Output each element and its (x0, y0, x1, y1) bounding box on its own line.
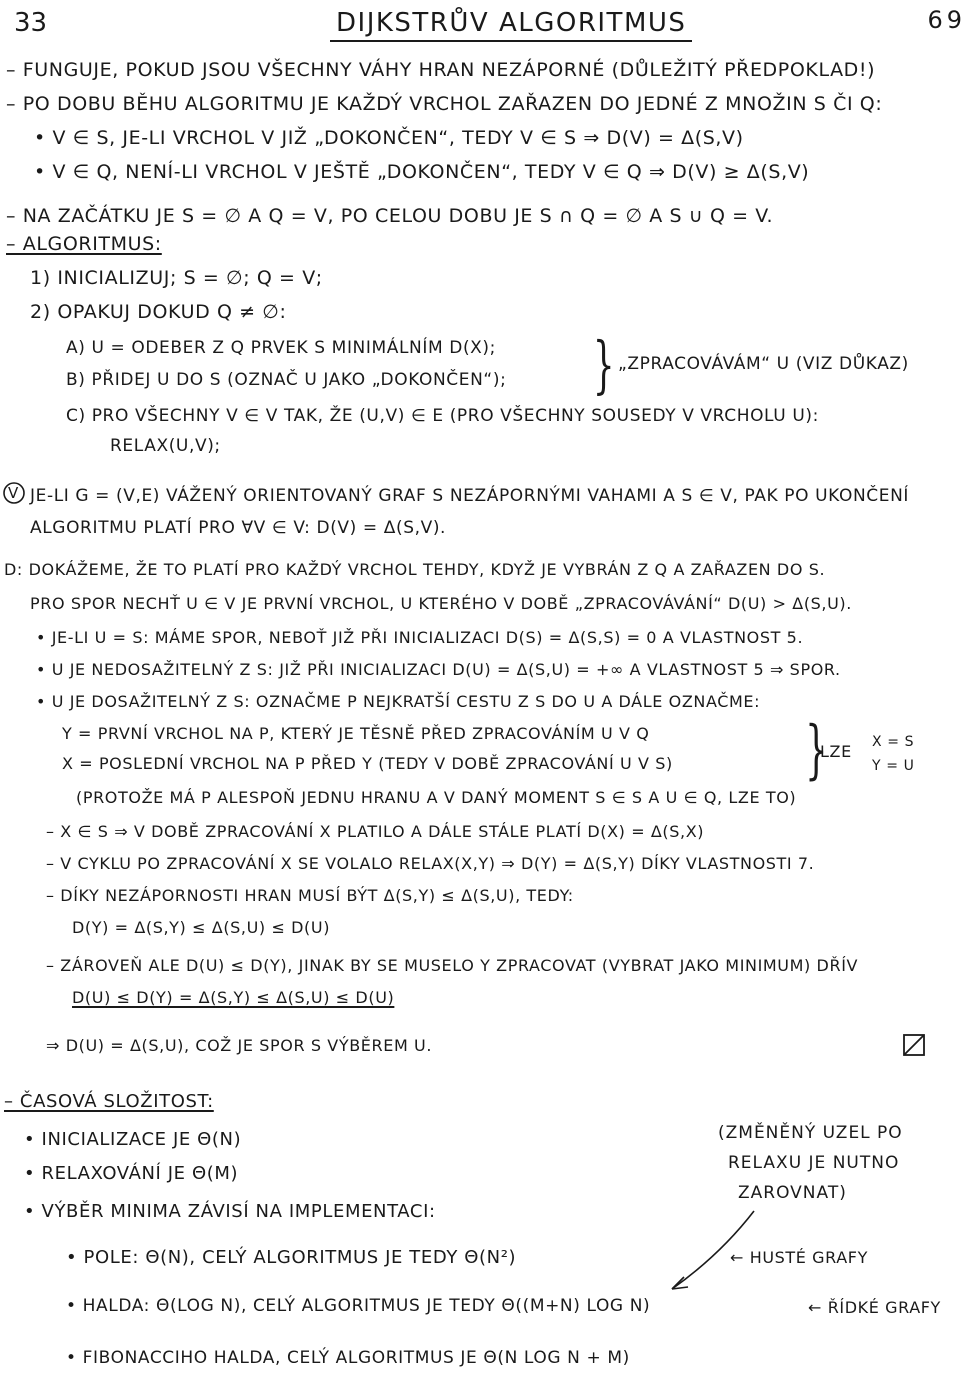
note-line: ⇒ D(U) = Δ(S,U), COŽ JE SPOR S VÝBĚREM U. (46, 1036, 433, 1055)
side-note-line: ZAROVNAT) (738, 1183, 847, 1203)
note-line: 2) OPAKUJ DOKUD Q ≠ ∅: (30, 301, 287, 323)
annotation-arrow-icon (650, 1205, 770, 1305)
note-line: – X ∈ S ⇒ V DOBĚ ZPRACOVÁNÍ X PLATILO A DÁLE STÁLE PLATÍ D(X) = Δ(S,X) (46, 822, 705, 841)
note-line: • INICIALIZACE JE Θ(N) (24, 1129, 242, 1150)
note-line: ← HUSTÉ GRAFY (730, 1248, 868, 1267)
note-line: LZE (820, 742, 852, 761)
section-number: 33 (14, 8, 48, 38)
section-heading: – ČASOVÁ SLOŽITOST: (4, 1091, 214, 1112)
note-line: • VÝBĚR MINIMA ZÁVISÍ NA IMPLEMENTACI: (24, 1201, 436, 1222)
note-line: PRO SPOR NECHŤ U ∈ V JE PRVNÍ VRCHOL, U KTERÉHO V DOBĚ „ZPRACOVÁVÁNÍ“ D(U) > Δ(S,U). (30, 594, 852, 613)
note-line: ← ŘÍDKÉ GRAFY (808, 1298, 941, 1317)
note-line: D(U) ≤ D(Y) = Δ(S,Y) ≤ Δ(S,U) ≤ D(U) (72, 988, 395, 1007)
note-line: • FIBONACCIHO HALDA, CELÝ ALGORITMUS JE Θ(N LOG N + M) (66, 1348, 630, 1368)
note-line: Y = U (872, 758, 915, 774)
note-line: B) PŘIDEJ U DO S (OZNAČ U JAKO „DOKONČEN“); (66, 370, 507, 390)
theorem-mark-letter: V (8, 484, 19, 502)
note-line: • U JE NEDOSAŽITELNÝ Z S: JIŽ PŘI INICIALIZACI D(U) = Δ(S,U) = +∞ A VLASTNOST 5 ⇒ SPOR. (36, 660, 841, 679)
right-brace: } (805, 713, 828, 787)
note-line: D(Y) = Δ(S,Y) ≤ Δ(S,U) ≤ D(U) (72, 918, 331, 937)
note-line: – FUNGUJE, POKUD JSOU VŠECHNY VÁHY HRAN NEZÁPORNÉ (DŮLEŽITÝ PŘEDPOKLAD!) (6, 59, 876, 81)
page-number: 69 (927, 6, 966, 34)
note-line: – NA ZAČÁTKU JE S = ∅ A Q = V, PO CELOU DOBU JE S ∩ Q = ∅ A S ∪ Q = V. (6, 205, 774, 227)
side-note-line: RELAXU JE NUTNO (728, 1153, 900, 1173)
note-line: – DÍKY NEZÁPORNOSTI HRAN MUSÍ BÝT Δ(S,Y) ≤ Δ(S,U), TEDY: (46, 886, 574, 905)
note-line: – PO DOBU BĚHU ALGORITMU JE KAŽDÝ VRCHOL ZAŘAZEN DO JEDNÉ Z MNOŽIN S ČI Q: (6, 93, 883, 115)
note-line: • U JE DOSAŽITELNÝ Z S: OZNAČME P NEJKRATŠÍ CESTU Z S DO U A DÁLE OZNAČME: (36, 692, 761, 711)
note-line: A) U = ODEBER Z Q PRVEK S MINIMÁLNÍM D(X); (66, 338, 496, 358)
side-note-line: (ZMĚNĚNÝ UZEL PO (718, 1123, 903, 1143)
note-line: • V ∈ S, JE-LI VRCHOL V JIŽ „DOKONČEN“, TEDY V ∈ S ⇒ D(V) = Δ(S,V) (34, 127, 744, 149)
note-line: – V CYKLU PO ZPRACOVÁNÍ X SE VOLALO RELAX(X,Y) ⇒ D(Y) = Δ(S,Y) DÍKY VLASTNOSTI 7. (46, 854, 815, 873)
note-line: ALGORITMU PLATÍ PRO ∀V ∈ V: D(V) = Δ(S,V). (30, 518, 447, 538)
right-brace: } (592, 328, 615, 401)
note-line: X = POSLEDNÍ VRCHOL NA P PŘED Y (TEDY V DOBĚ ZPRACOVÁNÍ U V S) (62, 754, 673, 773)
note-line: „ZPRACOVÁVÁM“ U (VIZ DŮKAZ) (618, 354, 909, 374)
note-line: JE-LI G = (V,E) VÁŽENÝ ORIENTOVANÝ GRAF S NEZÁPORNÝMI VAHAMI A S ∈ V, PAK PO UKONČENÍ (30, 486, 910, 506)
note-line: • JE-LI U = S: MÁME SPOR, NEBOŤ JIŽ PŘI INICIALIZACI D(S) = Δ(S,S) = 0 A VLASTNOST 5. (36, 628, 804, 647)
note-line: (PROTOŽE MÁ P ALESPOŇ JEDNU HRANU A V DANÝ MOMENT S ∈ S A U ∈ Q, LZE TO) (76, 788, 797, 807)
note-line: • RELAXOVÁNÍ JE Θ(M) (24, 1163, 239, 1184)
page-title: DIJKSTRŮV ALGORITMUS (330, 8, 692, 42)
end-of-proof-icon (902, 1033, 926, 1057)
note-line: X = S (872, 734, 915, 750)
note-line: • POLE: Θ(N), CELÝ ALGORITMUS JE TEDY Θ(N²) (66, 1247, 517, 1268)
note-line: – ZÁROVEŇ ALE D(U) ≤ D(Y), JINAK BY SE MUSELO Y ZPRACOVAT (VYBRAT JAKO MINIMUM) DŘÍV (46, 956, 859, 975)
note-line: C) PRO VŠECHNY V ∈ V TAK, ŽE (U,V) ∈ E (PRO VŠECHNY SOUSEDY V VRCHOLU U): (66, 406, 819, 426)
note-line: D: DOKÁŽEME, ŽE TO PLATÍ PRO KAŽDÝ VRCHOL TEHDY, KDYŽ JE VYBRÁN Z Q A ZAŘAZEN DO S. (4, 560, 826, 579)
note-line: • HALDA: Θ(LOG N), CELÝ ALGORITMUS JE TEDY Θ((M+N) LOG N) (66, 1296, 651, 1316)
section-heading: – ALGORITMUS: (6, 233, 162, 255)
note-line: RELAX(U,V); (110, 436, 221, 456)
note-line: Y = PRVNÍ VRCHOL NA P, KTERÝ JE TĚSNĚ PŘED ZPRACOVÁNÍM U V Q (62, 724, 650, 743)
note-line: 1) INICIALIZUJ; S = ∅; Q = V; (30, 267, 323, 289)
note-line: • V ∈ Q, NENÍ-LI VRCHOL V JEŠTĚ „DOKONČEN“, TEDY V ∈ Q ⇒ D(V) ≥ Δ(S,V) (34, 161, 810, 183)
